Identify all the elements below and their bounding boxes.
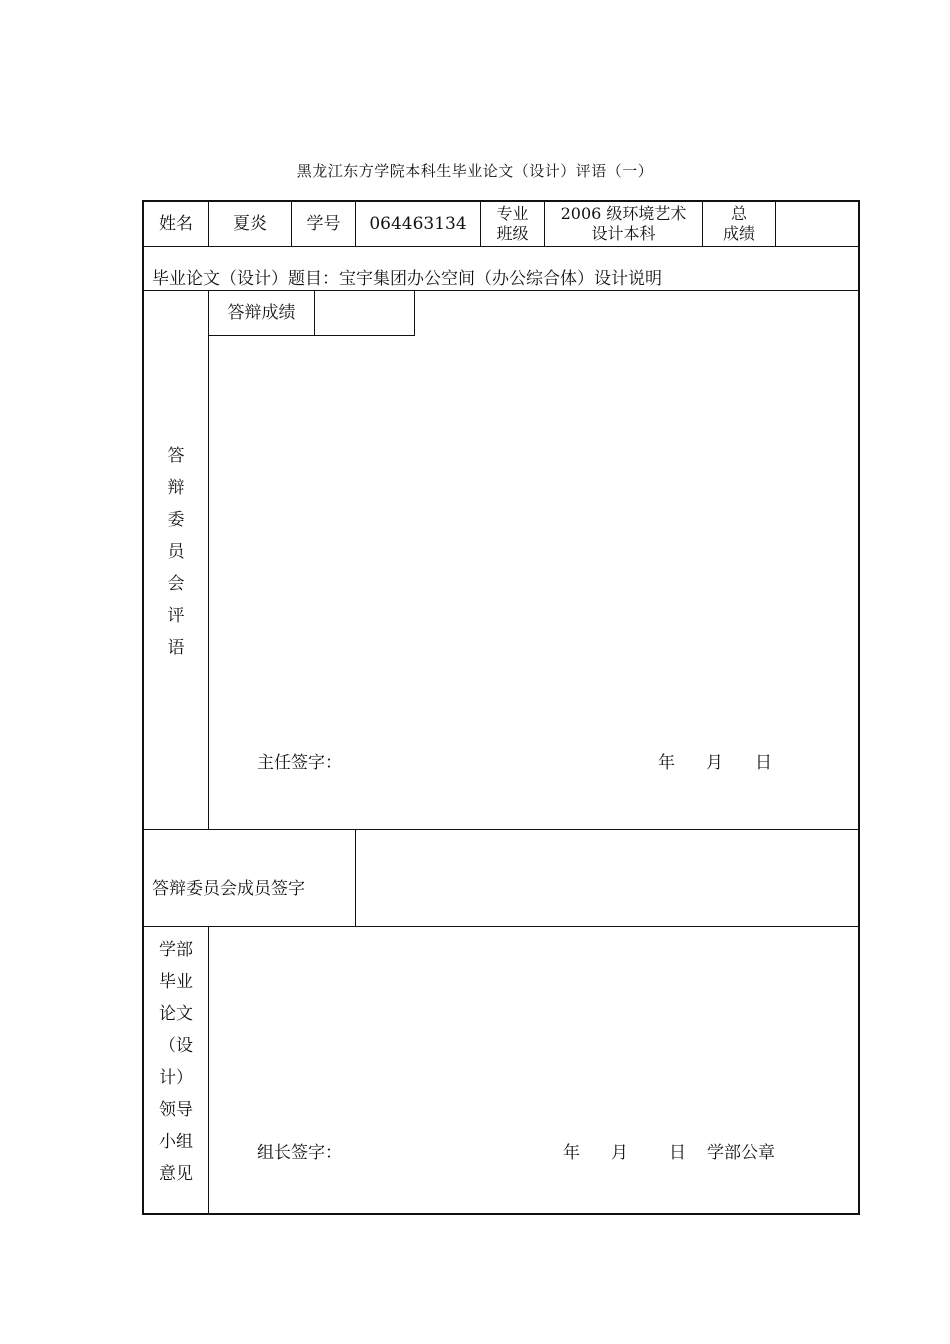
- dept-line: 领导: [159, 1100, 193, 1120]
- row-divider-committee: [143, 829, 859, 830]
- defense-score-box-bottom: [209, 335, 415, 336]
- thesis-topic: 毕业论文（设计）题目：宝宇集团办公空间（办公综合体）设计说明: [152, 269, 662, 289]
- committee-side-divider: [208, 290, 209, 829]
- name-value: 夏炎: [233, 214, 267, 234]
- evaluation-form-table: [142, 200, 860, 1215]
- dept-side-divider: [208, 926, 209, 1214]
- committee-comments-label: [144, 440, 208, 664]
- dept-line: 小组: [159, 1132, 193, 1152]
- name-label: 姓名: [159, 214, 193, 234]
- committee-char: 会: [167, 574, 185, 594]
- dept-opinion-label: [144, 934, 208, 1190]
- student-id-label: 学号: [306, 214, 341, 234]
- defense-score-value: [315, 291, 414, 335]
- leader-signature-label: 组长签字：: [257, 1143, 342, 1163]
- members-signature-label: 答辩委员会成员签字: [152, 879, 305, 899]
- defense-score-label: 答辩成绩: [227, 303, 296, 323]
- total-score-label: [703, 202, 775, 246]
- major-label-line-1: 专业: [496, 204, 529, 223]
- dept-line: 学部: [159, 940, 193, 960]
- major-label-line-2: 班级: [496, 224, 529, 243]
- dept-year: 年: [563, 1143, 580, 1163]
- committee-char: 语: [167, 638, 185, 658]
- dept-line: 论文: [159, 1004, 193, 1024]
- director-signature-label: 主任签字：: [257, 753, 342, 773]
- committee-month: 月: [706, 753, 723, 773]
- major-value-line-1: 2006 级环境艺术: [560, 204, 687, 223]
- committee-char: 员: [167, 542, 185, 562]
- dept-line: 计）: [159, 1068, 193, 1088]
- major-class-value: [545, 202, 702, 246]
- dept-line: 毕业: [159, 972, 193, 992]
- student-id-value: 064463134: [369, 214, 467, 234]
- committee-char: 评: [167, 606, 185, 626]
- members-divider: [355, 829, 356, 926]
- major-class-label: [481, 202, 544, 246]
- committee-day: 日: [755, 753, 772, 773]
- dept-day: 日: [669, 1143, 686, 1163]
- dept-month: 月: [611, 1143, 628, 1163]
- major-value-line-2: 设计本科: [591, 224, 656, 243]
- dept-line: 意见: [159, 1164, 193, 1184]
- page-title: 黑龙江东方学院本科生毕业论文（设计）评语（一）: [296, 162, 654, 180]
- dept-seal-label: 学部公章: [707, 1143, 775, 1163]
- dept-line: （设: [159, 1036, 193, 1056]
- total-label-line-2: 成绩: [722, 224, 755, 243]
- total-label-line-1: 总: [730, 204, 747, 223]
- row-divider-header: [143, 246, 859, 247]
- row-divider-members: [143, 926, 859, 927]
- defense-score-box-right: [414, 290, 415, 335]
- total-score-value: [776, 202, 859, 246]
- committee-char: 委: [167, 510, 185, 530]
- committee-year: 年: [658, 753, 675, 773]
- committee-char: 辩: [167, 478, 185, 498]
- committee-char: 答: [167, 446, 185, 466]
